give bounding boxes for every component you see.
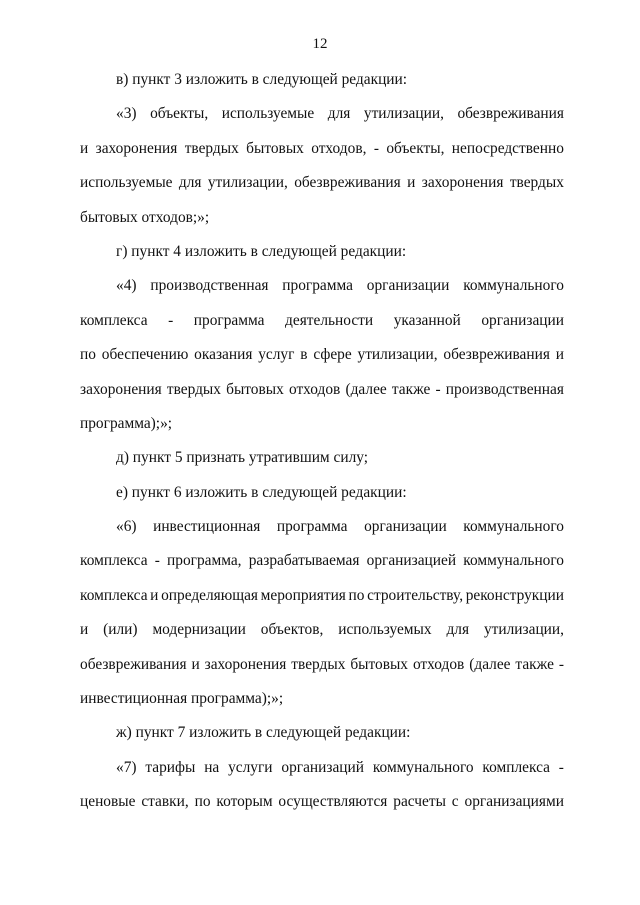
word: отходов <box>412 655 465 673</box>
word: инвестиционная <box>153 518 261 536</box>
text-line: г) пункт 4 изложить в следующей редакции: <box>116 242 407 260</box>
word: услуг <box>258 346 295 364</box>
word: - <box>558 655 564 673</box>
text-line <box>80 102 564 136</box>
word: и <box>555 346 564 364</box>
text-line: ж) пункт 7 изложить в следующей редакции: <box>116 724 411 742</box>
word: разрабатываемая <box>248 552 360 570</box>
word: организаций <box>281 758 365 776</box>
word: модернизации <box>152 621 246 639</box>
text-line <box>80 618 564 652</box>
word: определяющая <box>161 586 258 604</box>
word: оказания <box>194 346 253 364</box>
word: (или) <box>103 621 138 639</box>
text-line <box>80 378 564 412</box>
text-line <box>80 274 564 308</box>
word: комплекса <box>80 586 148 604</box>
word: «3) <box>116 105 137 123</box>
word: комплекса <box>482 758 550 776</box>
word: твердых <box>166 380 221 398</box>
word: и <box>407 174 416 192</box>
word: используемые <box>221 105 315 123</box>
word: по <box>80 346 96 364</box>
word: и <box>80 139 89 157</box>
word: используемых <box>338 621 432 639</box>
word: объекты, <box>150 105 209 123</box>
document-body <box>80 68 564 825</box>
word: захоронения <box>204 655 287 673</box>
text-line <box>80 584 564 618</box>
word: программа, <box>167 552 242 570</box>
word: коммунального <box>372 758 474 776</box>
word: бытовых <box>350 655 409 673</box>
word: в <box>300 346 308 364</box>
word: обезвреживания <box>80 655 187 673</box>
word: захоронения <box>421 174 504 192</box>
word: твердых <box>291 655 346 673</box>
word: деятельности <box>285 311 374 329</box>
word: коммунального <box>463 552 564 570</box>
word: твердых <box>184 139 239 157</box>
word: и <box>191 655 200 673</box>
word: для <box>446 621 470 639</box>
word: организациями <box>464 793 564 811</box>
word: указанной <box>393 311 461 329</box>
text-line <box>80 549 564 583</box>
word: объектов, <box>260 621 324 639</box>
word: утилизации, <box>483 621 564 639</box>
word: по <box>194 793 211 811</box>
text-line: в) пункт 3 изложить в следующей редакции: <box>116 71 408 88</box>
word: (далее <box>469 655 511 673</box>
text-line <box>80 756 564 790</box>
word: обезвреживания <box>443 346 550 364</box>
word: - <box>373 139 379 157</box>
word: осуществляются <box>278 793 388 811</box>
word: бытовых <box>246 139 304 157</box>
word: отходов, <box>311 139 367 157</box>
word: организации <box>364 518 447 536</box>
word: с <box>451 793 459 811</box>
word: утилизации, <box>363 105 444 123</box>
text-line <box>80 790 564 824</box>
word: бытовых <box>226 380 284 398</box>
word: также <box>391 380 431 398</box>
word: непосредственно <box>451 139 564 157</box>
word: программа <box>276 518 348 536</box>
word: организации <box>366 277 450 295</box>
word: утилизации, <box>357 346 438 364</box>
text-line: бытовых отходов;»; <box>80 208 210 226</box>
word: - <box>168 311 174 329</box>
word: реконструкции <box>465 586 564 604</box>
word: - <box>435 380 441 398</box>
page-number: 12 <box>312 36 328 52</box>
word: ставки, <box>141 793 189 811</box>
word: производственная <box>150 277 269 295</box>
word: «6) <box>116 518 137 536</box>
word: утилизации, <box>207 174 288 192</box>
text-line <box>80 309 564 343</box>
word: также <box>515 655 554 673</box>
word: захоронения <box>95 139 178 157</box>
word: «4) <box>116 277 137 295</box>
word: - <box>558 758 564 776</box>
word: комплекса <box>80 311 148 329</box>
text-line <box>80 653 564 687</box>
word: производственная <box>445 380 564 398</box>
word: ценовые <box>80 793 136 811</box>
text-line: программа);»; <box>80 414 173 432</box>
text-line <box>80 171 564 205</box>
word: комплекса <box>80 552 148 570</box>
word: отходов <box>288 380 341 398</box>
word: организации <box>481 311 564 329</box>
word: для <box>178 174 202 192</box>
word: - <box>154 552 160 570</box>
word: расчеты <box>393 793 446 811</box>
text-line: е) пункт 6 изложить в следующей редакции: <box>116 483 407 501</box>
word: коммунального <box>463 518 564 536</box>
text-line <box>80 137 564 171</box>
word: по <box>348 586 365 604</box>
word: обезвреживания <box>294 174 401 192</box>
word: обезвреживания <box>457 105 564 123</box>
word: сфере <box>313 346 352 364</box>
word: на <box>204 758 220 776</box>
text-line: д) пункт 5 признать утратившим силу; <box>116 449 369 467</box>
word: «7) <box>116 758 137 776</box>
word: коммунального <box>463 277 564 295</box>
word: мероприятия <box>260 586 346 604</box>
word: для <box>327 105 351 123</box>
word: обеспечению <box>101 346 189 364</box>
word: тарифы <box>145 758 196 776</box>
text-line: инвестиционная программа);»; <box>80 690 284 708</box>
word: программа <box>193 311 265 329</box>
word: и <box>80 621 89 639</box>
word: программа <box>282 277 353 295</box>
word: твердых <box>509 174 564 192</box>
word: строительству, <box>367 586 464 604</box>
word: которым <box>216 793 273 811</box>
word: организацией <box>366 552 457 570</box>
word: объекты, <box>386 139 445 157</box>
word: и <box>150 586 159 604</box>
text-line <box>80 515 564 549</box>
word: (далее <box>345 380 387 398</box>
word: используемые <box>80 174 173 192</box>
word: захоронения <box>80 380 162 398</box>
word: услуги <box>228 758 273 776</box>
text-line <box>80 343 564 377</box>
